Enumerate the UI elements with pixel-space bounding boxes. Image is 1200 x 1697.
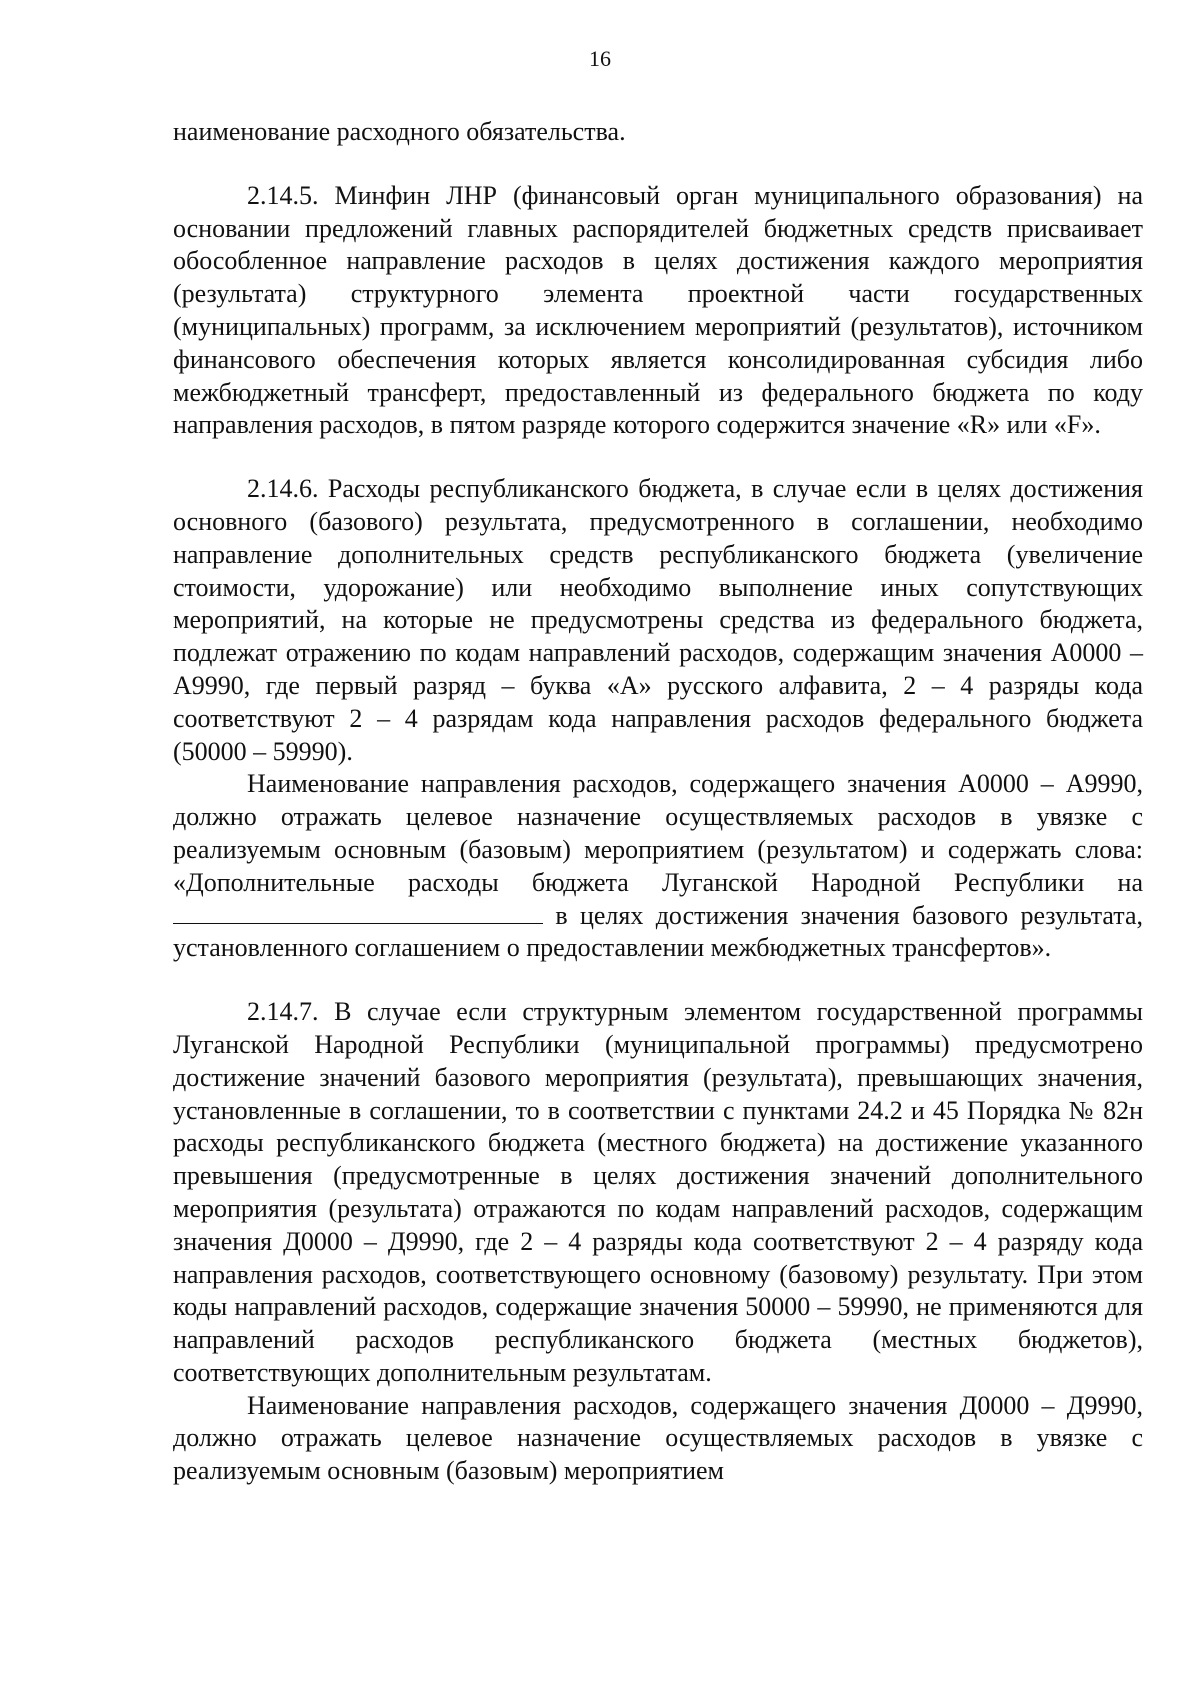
paragraph-2-14-6: 2.14.6. Расходы республиканского бюджета, в случае если в целях достижения основного (базового) результата, предусмотренного в соглашении, необходимо направление дополнительных средств республиканского бюджета (увеличение стоимости, удорожание) или необходимо выполнение иных сопутствующих мероприятий, на которые не предусмотрены средства из федерального бюджета, подлежат отражению по кодам направлений расходов, содержащим значения А0000 – А9990, где первый разряд – буква «А» русского алфавита, 2 – 4 разряды кода соответствуют 2 – 4 разрядам кода направления расходов федерального бюджета (50000 – 59990). [173, 474, 1143, 766]
document-body [173, 116, 1143, 1488]
paragraph-continuation: наименование расходного обязательства. [173, 117, 626, 146]
paragraph-2-14-7: 2.14.7. В случае если структурным элементом государственной программы Луганской Народной Республики (муниципальной программы) предусмотрено достижение значений базового мероприятия (результата), превышающих значения, установленные в соглашении, то в соответствии с пунктами 24.2 и 45 Порядка № 82н расходы республиканского бюджета (местного бюджета) на достижение указанного превышения (предусмотренные в целях достижения значений дополнительного мероприятия (результата) отражаются по кодам направлений расходов, содержащим значения Д0000 – Д9990, где 2 – 4 разряды кода соответствуют 2 – 4 разряду кода направления расходов, соответствующего основному (базовому) результату. При этом коды направлений расходов, содержащие значения 50000 – 59990, не применяются для направлений расходов республиканского бюджета (местных бюджетов), соответствующих дополнительным результатам. [173, 997, 1143, 1387]
paragraph-naming-a-codes [173, 768, 1143, 965]
fill-in-blank-line [173, 901, 543, 924]
paragraph-naming-d-codes: Наименование направления расходов, содержащего значения Д0000 – Д9990, должно отражать целевое назначение осуществляемых расходов в увязке с реализуемым основным (базовым) мероприятием [173, 1390, 1143, 1486]
naming-a-codes-text-before-blank: Наименование направления расходов, содержащего значения А0000 – А9990, должно отражать целевое назначение осуществляемых расходов в увязке с реализуемым основным (базовым) мероприятием (результатом) и содержать слова: «Дополнительные расходы бюджета Луганской Народной Республики на [173, 769, 1143, 897]
page-number: 16 [589, 46, 611, 71]
paragraph-2-14-5: 2.14.5. Минфин ЛНР (финансовый орган муниципального образования) на основании предложений главных распорядителей бюджетных средств присваивает обособленное направление расходов в целях достижения каждого мероприятия (результата) структурного элемента проектной части государственных (муниципальных) программ, за исключением мероприятий (результатов), источником финансового обеспечения которых является консолидированная субсидия либо межбюджетный трансферт, предоставленный из федерального бюджета по коду направления расходов, в пятом разряде которого содержится значение «R» или «F». [173, 180, 1143, 440]
naming-a-codes-text-after-blank: в целях достижения значения базового результата, установленного соглашением о предоставлении межбюджетных трансфертов». [173, 900, 1143, 963]
